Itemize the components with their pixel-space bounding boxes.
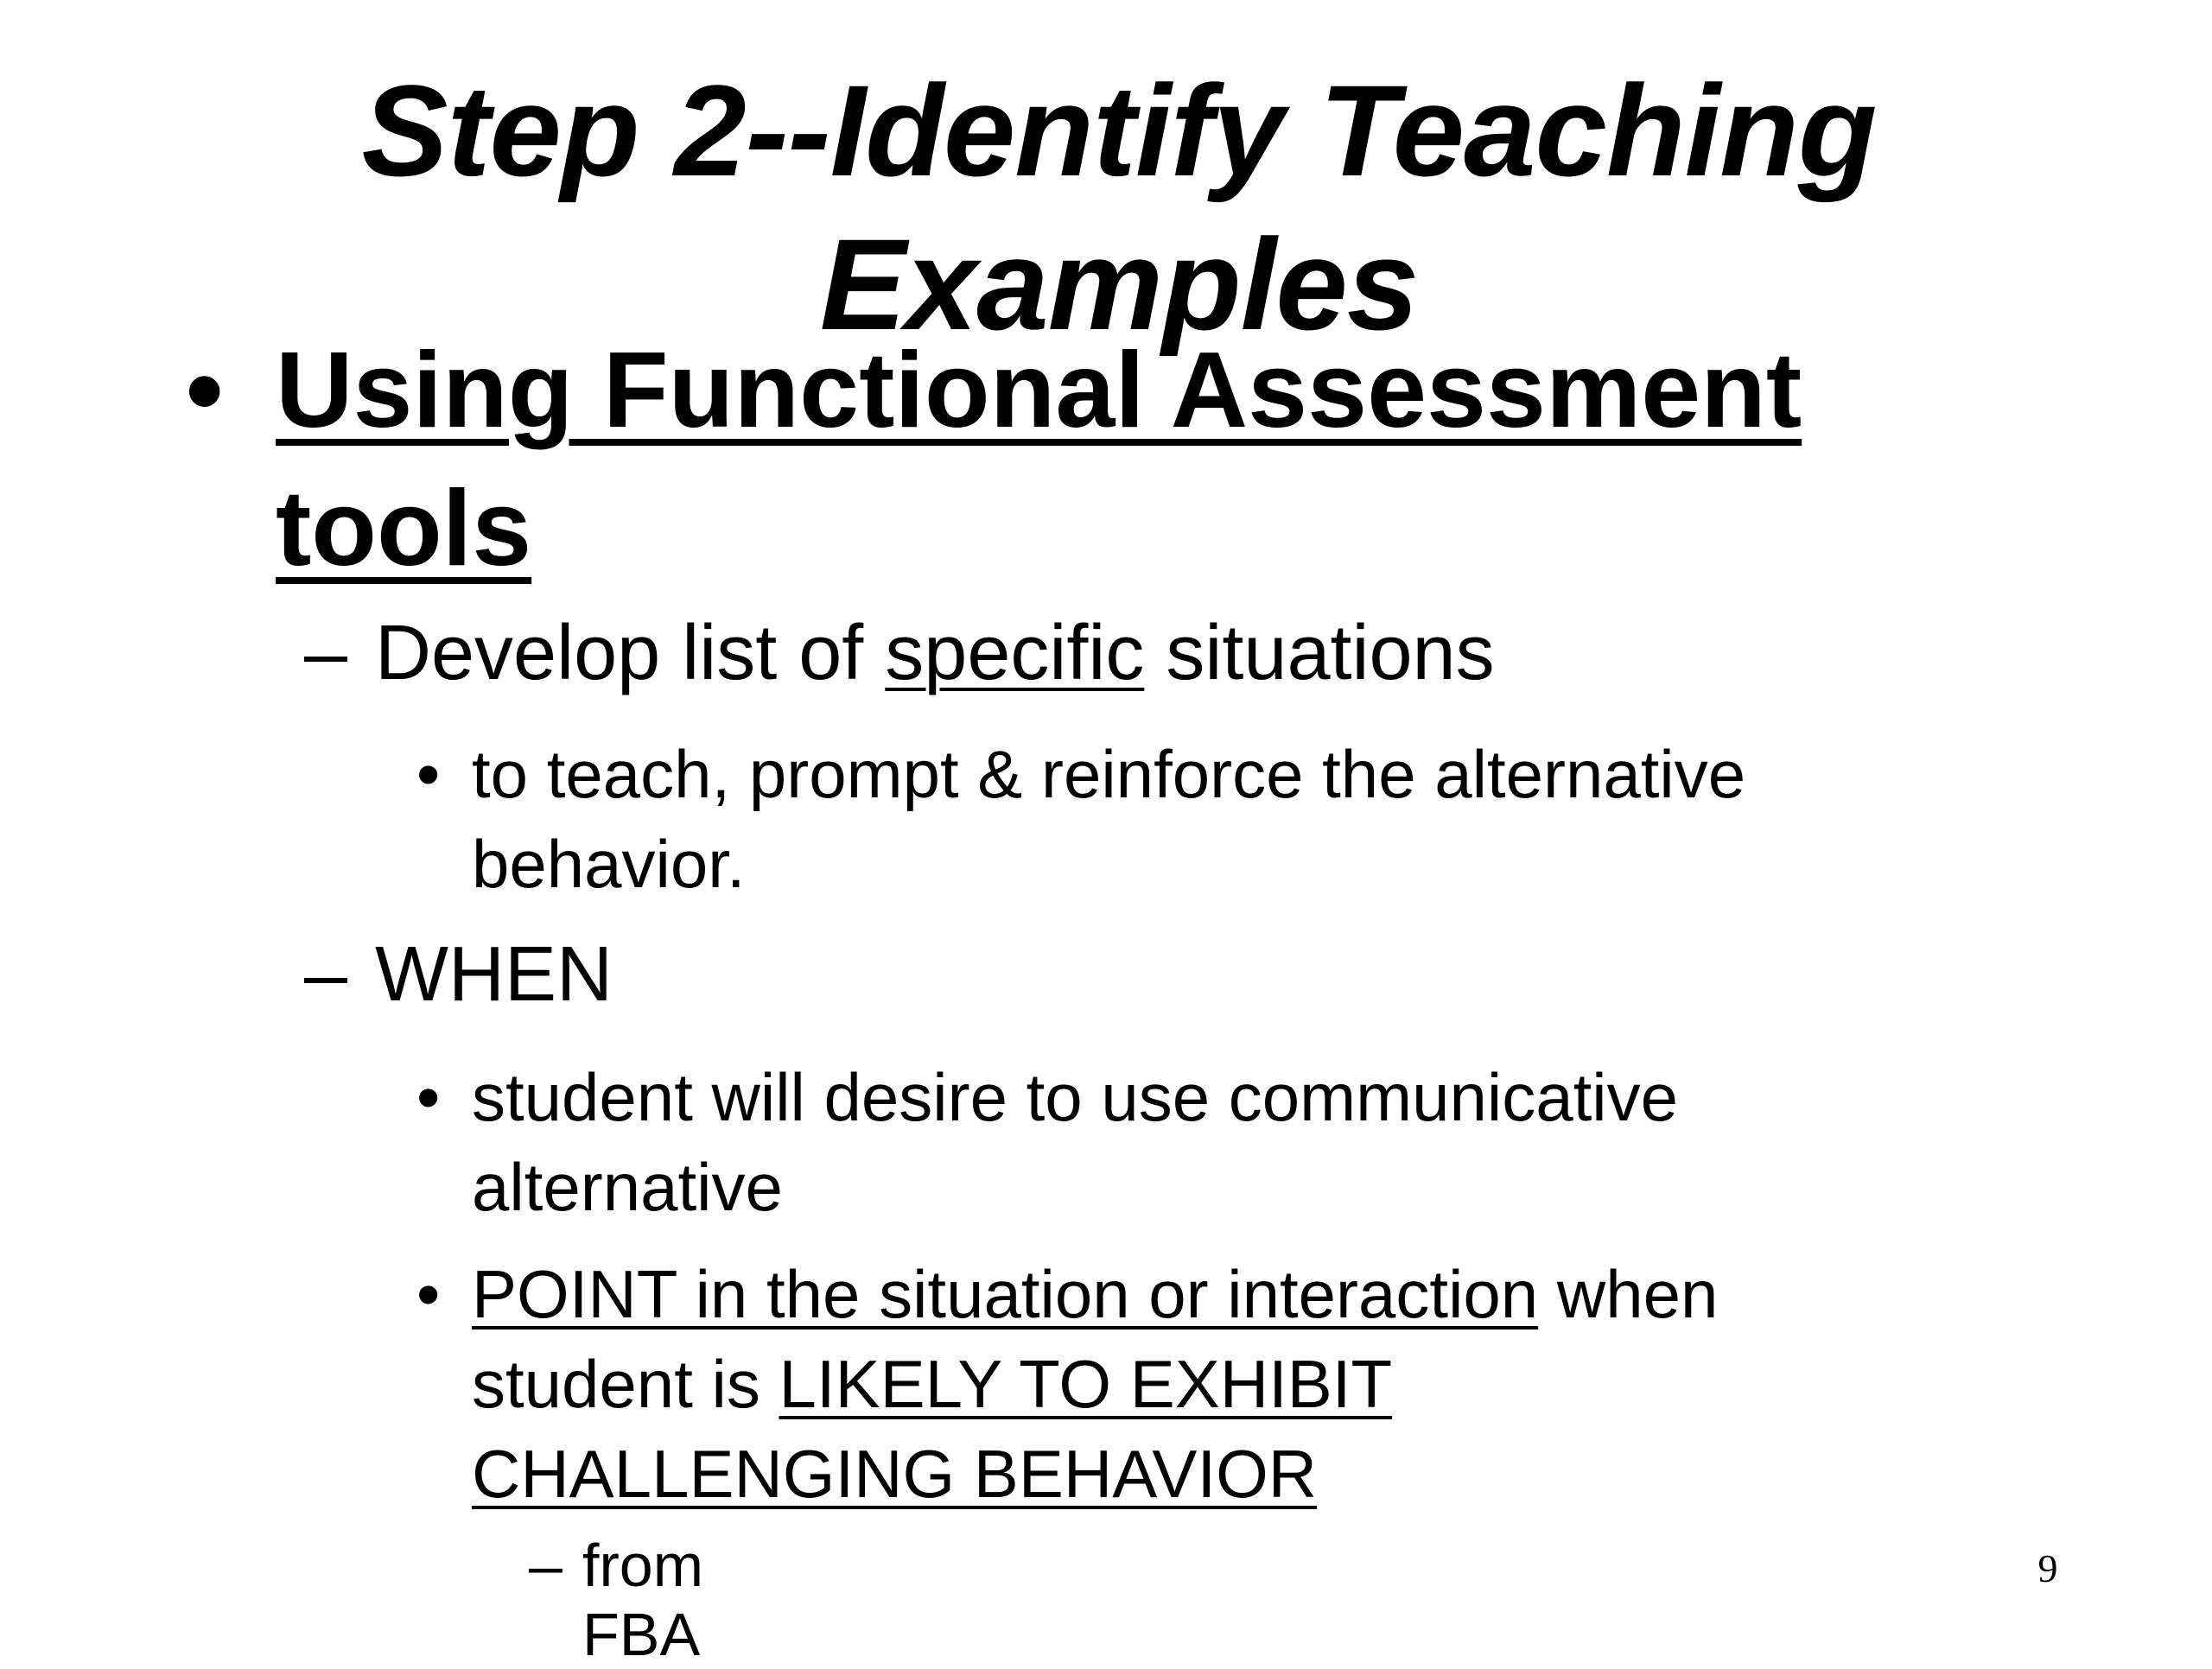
- sub-item-text-before: Develop list of: [375, 610, 886, 696]
- page-number: 9: [2037, 1546, 2058, 1590]
- point-text: [472, 1249, 1897, 1519]
- note-text: from FBA: [582, 1532, 703, 1668]
- point-text: [472, 1052, 1897, 1232]
- slide-title-line-2: Examples: [819, 212, 1419, 357]
- bullet-text: [276, 321, 2004, 598]
- note-dash-marker: –: [529, 1532, 563, 1599]
- point-marker: •: [416, 1256, 441, 1332]
- slide-title: [259, 54, 1979, 361]
- point-text-line-2: behavior.: [472, 826, 746, 902]
- bullet-marker: •: [186, 331, 224, 450]
- dash-marker: –: [304, 931, 348, 1018]
- sub-item-text: [375, 608, 2103, 698]
- dash-marker: –: [304, 610, 348, 696]
- bullet-text-line-2: tools: [276, 469, 532, 588]
- point-text-line-1: to teach, prompt & reinforce the alternative: [472, 736, 1746, 812]
- point-underlined-phrase-2: LIKELY TO EXHIBIT: [779, 1346, 1393, 1422]
- sub-item-emphasis: specific: [885, 610, 1145, 696]
- point-text-rest-1: when: [1538, 1256, 1719, 1332]
- point-marker: •: [416, 736, 441, 812]
- point-text-line-2: alternative: [472, 1149, 783, 1225]
- point-underlined-phrase-3: CHALLENGING BEHAVIOR: [472, 1436, 1318, 1512]
- sub-item-text-after: situations: [1144, 610, 1495, 696]
- bullet-text-line-1: Using Functional Assessment: [276, 331, 1802, 450]
- slide-title-line-1: Step 2--Identify Teaching: [361, 58, 1877, 203]
- point-underlined-phrase-1: POINT in the situation or interaction: [472, 1256, 1539, 1332]
- point-marker: •: [416, 1059, 441, 1135]
- sub-item-text: WHEN: [375, 931, 613, 1018]
- point-text-plain-2: student is: [472, 1346, 779, 1422]
- point-text-line-1: student will desire to use communicative: [472, 1059, 1678, 1135]
- point-text: [472, 729, 1897, 909]
